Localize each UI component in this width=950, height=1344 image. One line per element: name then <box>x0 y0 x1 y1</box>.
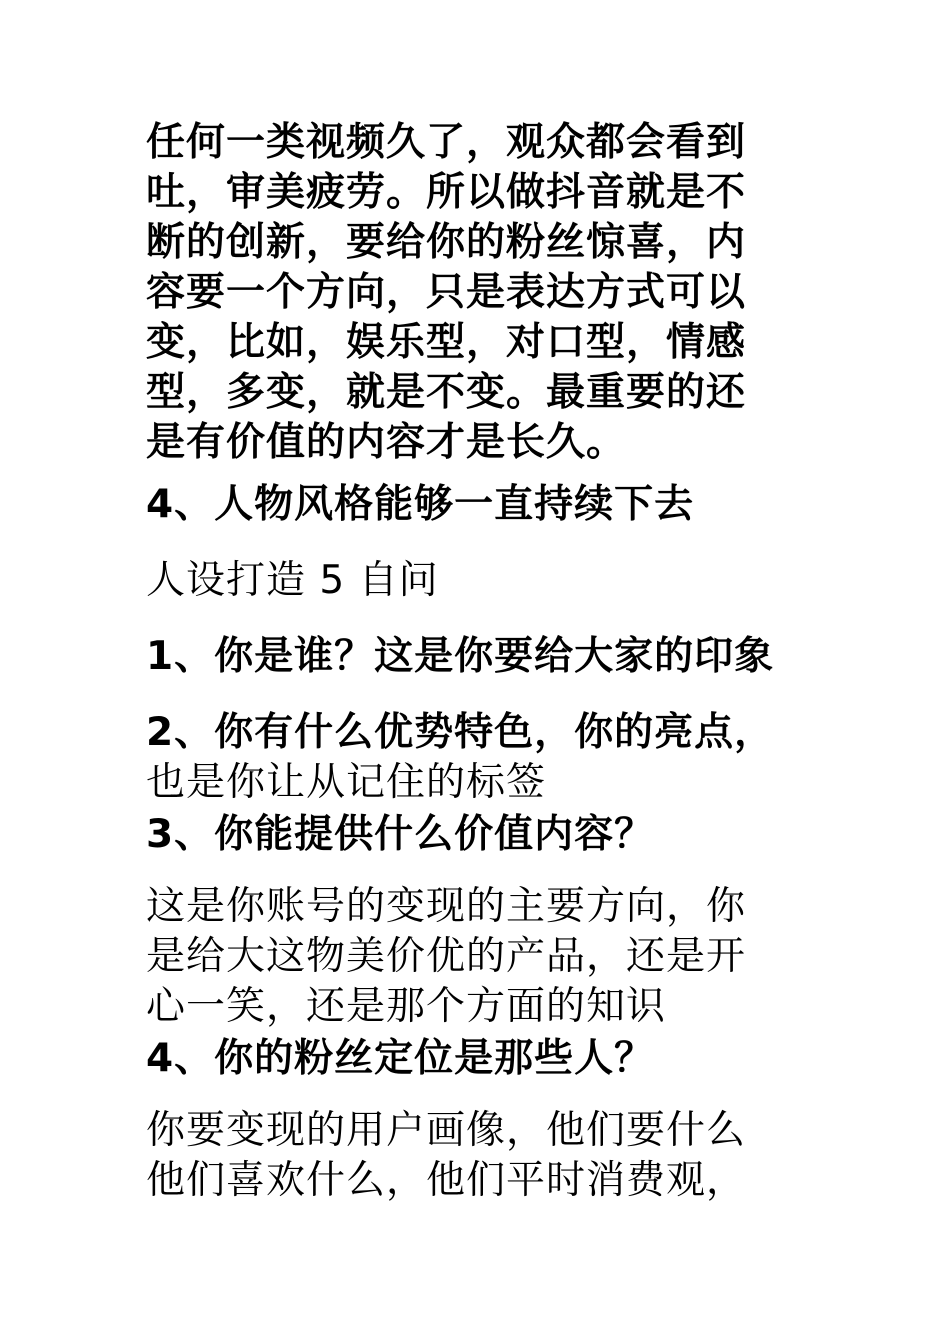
text-line: 2、你有什么优势特色，你的亮点， <box>146 710 775 755</box>
text-line: 型，多变，就是不变。最重要的还 <box>146 370 747 415</box>
section-heading <box>146 556 812 606</box>
question-4-answer <box>146 1106 812 1206</box>
text-line: 心一笑，还是那个方面的知识 <box>146 984 667 1029</box>
text-line: 是有价值的内容才是长久。 <box>146 420 627 465</box>
paragraph-item-4-style <box>146 480 812 530</box>
text-line: 1、你是谁？这是你要给大家的印象 <box>146 634 775 679</box>
text-line: 4、人物风格能够一直持续下去 <box>146 482 695 527</box>
text-line: 这是你账号的变现的主要方向，你 <box>146 884 747 929</box>
text-line: 4、你的粉丝定位是那些人？ <box>146 1036 655 1081</box>
text-line: 吐，审美疲劳。所以做抖音就是不 <box>146 170 747 215</box>
text-line: 他们喜欢什么，他们平时消费观， <box>146 1158 747 1203</box>
question-2 <box>146 708 812 758</box>
text-line: 断的创新，要给你的粉丝惊喜，内 <box>146 220 747 265</box>
question-1 <box>146 632 812 682</box>
text-line: 变，比如，娱乐型，对口型，情感 <box>146 320 747 365</box>
text-line: 容要一个方向，只是表达方式可以 <box>146 270 747 315</box>
text-line: 也是你让从记住的标签 <box>146 760 547 805</box>
question-2-continuation <box>146 758 812 808</box>
text-line: 3、你能提供什么价值内容？ <box>146 812 655 857</box>
text-line: 人设打造 5 自问 <box>146 558 439 603</box>
question-3-answer <box>146 882 812 1032</box>
text-line: 任何一类视频久了，观众都会看到 <box>146 120 747 165</box>
question-3 <box>146 810 812 860</box>
text-column <box>146 118 812 1206</box>
text-line: 你要变现的用户画像，他们要什么 <box>146 1108 747 1153</box>
text-line: 是给大这物美价优的产品，还是开 <box>146 934 747 979</box>
paragraph-intro <box>146 118 812 468</box>
question-4 <box>146 1034 812 1084</box>
